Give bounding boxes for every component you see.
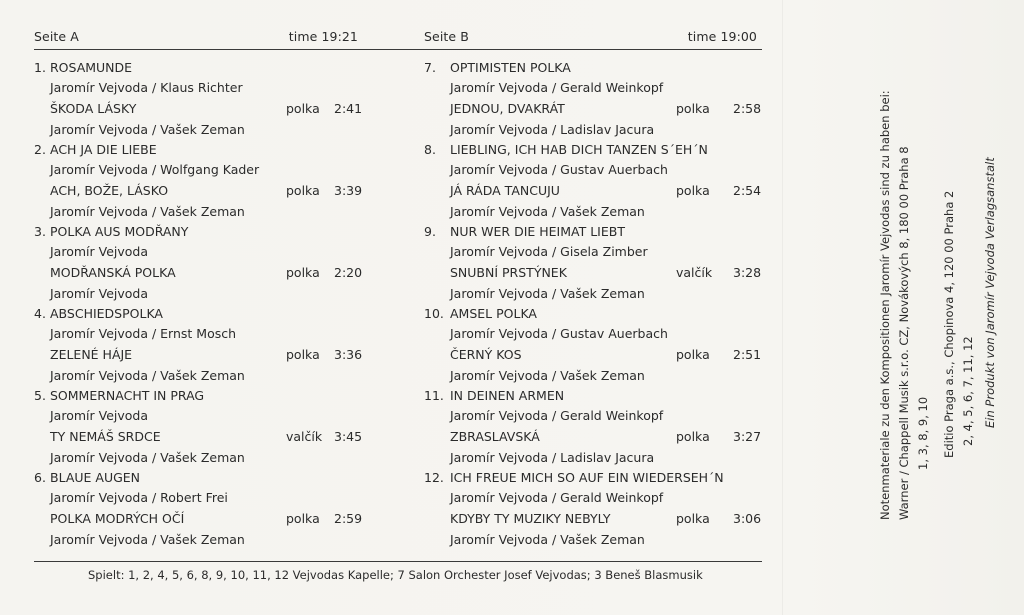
track-duration: 2:20 xyxy=(334,265,363,280)
track-title: ACH JA DIE LIEBE xyxy=(50,142,157,157)
track-duration: 3:28 xyxy=(733,265,762,280)
track-item xyxy=(34,224,364,306)
track-czech-title: ČERNÝ KOS xyxy=(450,347,522,362)
track-duration: 3:27 xyxy=(733,429,762,444)
track-number: 12. xyxy=(424,470,444,485)
spine-line-6: Ein Produkt von Jaromír Vejvoda Verlagsanstalt xyxy=(983,157,997,428)
track-credit-german: Jaromír Vejvoda / Gustav Auerbach xyxy=(450,326,668,341)
track-title: ABSCHIEDSPOLKA xyxy=(50,306,163,321)
track-item xyxy=(424,388,764,470)
track-credit-czech: Jaromír Vejvoda / Vašek Zeman xyxy=(450,286,645,301)
track-czech-title: JÁ RÁDA TANCUJU xyxy=(450,183,560,198)
track-title: BLAUE AUGEN xyxy=(50,470,141,485)
track-credit-german: Jaromír Vejvoda / Robert Frei xyxy=(50,490,228,505)
track-title: SOMMERNACHT IN PRAG xyxy=(50,388,205,403)
fold-line xyxy=(782,0,783,615)
track-duration: 3:06 xyxy=(733,511,762,526)
track-title: OPTIMISTEN POLKA xyxy=(450,60,571,75)
side-a-time: time 19:21 xyxy=(288,29,358,44)
track-genre: polka xyxy=(676,429,710,444)
performers-footer: Spielt: 1, 2, 4, 5, 6, 8, 9, 10, 11, 12 Vejvodas Kapelle; 7 Salon Orchester Josef Vejvodas; 3 Beneš Blasmusik xyxy=(88,568,703,582)
track-genre: valčík xyxy=(286,429,323,444)
track-item xyxy=(34,60,364,142)
spine-line-4: Editio Praga a.s., Chopinova 4, 120 00 Praha 2 xyxy=(942,190,956,458)
track-czech-title: ZBRASLAVSKÁ xyxy=(450,429,540,444)
track-item xyxy=(34,388,364,470)
track-title: AMSEL POLKA xyxy=(450,306,537,321)
bottom-rule xyxy=(34,561,762,562)
track-credit-german: Jaromír Vejvoda / Gerald Weinkopf xyxy=(450,80,664,95)
track-czech-title: MODŘANSKÁ POLKA xyxy=(50,265,176,280)
track-credit-czech: Jaromír Vejvoda / Vašek Zeman xyxy=(450,532,645,547)
track-czech-title: KDYBY TY MUZIKY NEBYLY xyxy=(450,511,611,526)
side-b-header xyxy=(424,29,757,44)
track-credit-german: Jaromír Vejvoda / Gustav Auerbach xyxy=(450,162,668,177)
track-duration: 2:54 xyxy=(733,183,762,198)
track-genre: polka xyxy=(286,101,320,116)
track-number: 11. xyxy=(424,388,444,403)
track-genre: valčík xyxy=(676,265,713,280)
track-credit-czech: Jaromír Vejvoda / Vašek Zeman xyxy=(450,368,645,383)
side-b-tracklist xyxy=(424,60,764,552)
track-genre: polka xyxy=(286,347,320,362)
track-credit-german: Jaromír Vejvoda / Klaus Richter xyxy=(50,80,243,95)
track-duration: 2:58 xyxy=(733,101,762,116)
track-credit-german: Jaromír Vejvoda xyxy=(50,244,149,259)
track-credit-czech: Jaromír Vejvoda / Vašek Zeman xyxy=(50,450,245,465)
track-czech-title: ZELENÉ HÁJE xyxy=(50,347,133,362)
track-credit-german: Jaromír Vejvoda / Gisela Zimber xyxy=(450,244,648,259)
track-title: IN DEINEN ARMEN xyxy=(450,388,565,403)
track-title: ICH FREUE MICH SO AUF EIN WIEDERSEH´N xyxy=(450,470,724,485)
track-item xyxy=(424,60,764,142)
track-czech-title: TY NEMÁŠ SRDCE xyxy=(50,429,161,444)
track-credit-czech: Jaromír Vejvoda / Vašek Zeman xyxy=(50,532,245,547)
track-czech-title: ACH, BOŽE, LÁSKO xyxy=(50,183,169,198)
track-genre: polka xyxy=(676,183,710,198)
spine-line-3: 1, 3, 8, 9, 10 xyxy=(916,396,930,470)
spine-line-1: Notenmateriale zu den Kompositionen Jaromír Vejvodas sind zu haben bei: xyxy=(878,90,892,520)
track-title: LIEBLING, ICH HAB DICH TANZEN S´EH´N xyxy=(450,142,708,157)
track-genre: polka xyxy=(286,265,320,280)
track-czech-title: JEDNOU, DVAKRÁT xyxy=(450,101,565,116)
side-b-time: time 19:00 xyxy=(687,29,757,44)
track-credit-czech: Jaromír Vejvoda / Ladislav Jacura xyxy=(450,450,655,465)
track-number: 5. xyxy=(34,388,46,403)
track-genre: polka xyxy=(676,511,710,526)
side-b-top-rule xyxy=(364,49,762,50)
track-duration: 2:51 xyxy=(733,347,762,362)
side-b-label: Seite B xyxy=(424,29,469,44)
track-number: 2. xyxy=(34,142,46,157)
track-item xyxy=(424,224,764,306)
track-genre: polka xyxy=(676,101,710,116)
track-duration: 2:41 xyxy=(334,101,363,116)
track-credit-german: Jaromír Vejvoda xyxy=(50,408,149,423)
track-credit-czech: Jaromír Vejvoda / Ladislav Jacura xyxy=(450,122,655,137)
side-a-label: Seite A xyxy=(34,29,79,44)
track-number: 3. xyxy=(34,224,46,239)
track-credit-czech: Jaromír Vejvoda / Vašek Zeman xyxy=(50,368,245,383)
track-credit-german: Jaromír Vejvoda / Gerald Weinkopf xyxy=(450,490,664,505)
track-item xyxy=(424,306,764,388)
track-duration: 2:59 xyxy=(334,511,363,526)
track-czech-title: SNUBNÍ PRSTÝNEK xyxy=(450,265,567,280)
track-title: NUR WER DIE HEIMAT LIEBT xyxy=(450,224,625,239)
track-number: 4. xyxy=(34,306,46,321)
track-item xyxy=(424,470,764,552)
track-item xyxy=(34,142,364,224)
track-number: 9. xyxy=(424,224,436,239)
track-number: 1. xyxy=(34,60,46,75)
track-credit-czech: Jaromír Vejvoda / Vašek Zeman xyxy=(50,204,245,219)
track-credit-german: Jaromír Vejvoda / Wolfgang Kader xyxy=(50,162,260,177)
side-a-tracklist xyxy=(34,60,364,552)
track-number: 10. xyxy=(424,306,444,321)
track-number: 7. xyxy=(424,60,436,75)
track-czech-title: ŠKODA LÁSKY xyxy=(50,101,137,116)
track-credit-german: Jaromír Vejvoda / Gerald Weinkopf xyxy=(450,408,664,423)
track-item xyxy=(424,142,764,224)
track-title: ROSAMUNDE xyxy=(50,60,133,75)
track-credit-czech: Jaromír Vejvoda xyxy=(50,286,149,301)
track-credit-czech: Jaromír Vejvoda / Vašek Zeman xyxy=(450,204,645,219)
track-number: 8. xyxy=(424,142,436,157)
track-genre: polka xyxy=(286,511,320,526)
track-genre: polka xyxy=(676,347,710,362)
spine-line-2: Warner / Chappell Musik s.r.o. CZ, Novákových 8, 180 00 Praha 8 xyxy=(897,146,911,520)
track-item xyxy=(34,306,364,388)
track-credit-german: Jaromír Vejvoda / Ernst Mosch xyxy=(50,326,237,341)
track-duration: 3:39 xyxy=(334,183,363,198)
spine-line-5: 2, 4, 5, 6, 7, 11, 12 xyxy=(961,336,975,446)
track-item xyxy=(34,470,364,552)
side-a-header xyxy=(34,29,358,44)
track-title: POLKA AUS MODŘANY xyxy=(50,224,189,239)
track-credit-czech: Jaromír Vejvoda / Vašek Zeman xyxy=(50,122,245,137)
track-genre: polka xyxy=(286,183,320,198)
track-duration: 3:45 xyxy=(334,429,363,444)
track-number: 6. xyxy=(34,470,46,485)
track-czech-title: POLKA MODRÝCH OČÍ xyxy=(50,511,185,526)
side-a-top-rule xyxy=(34,49,364,50)
track-duration: 3:36 xyxy=(334,347,363,362)
